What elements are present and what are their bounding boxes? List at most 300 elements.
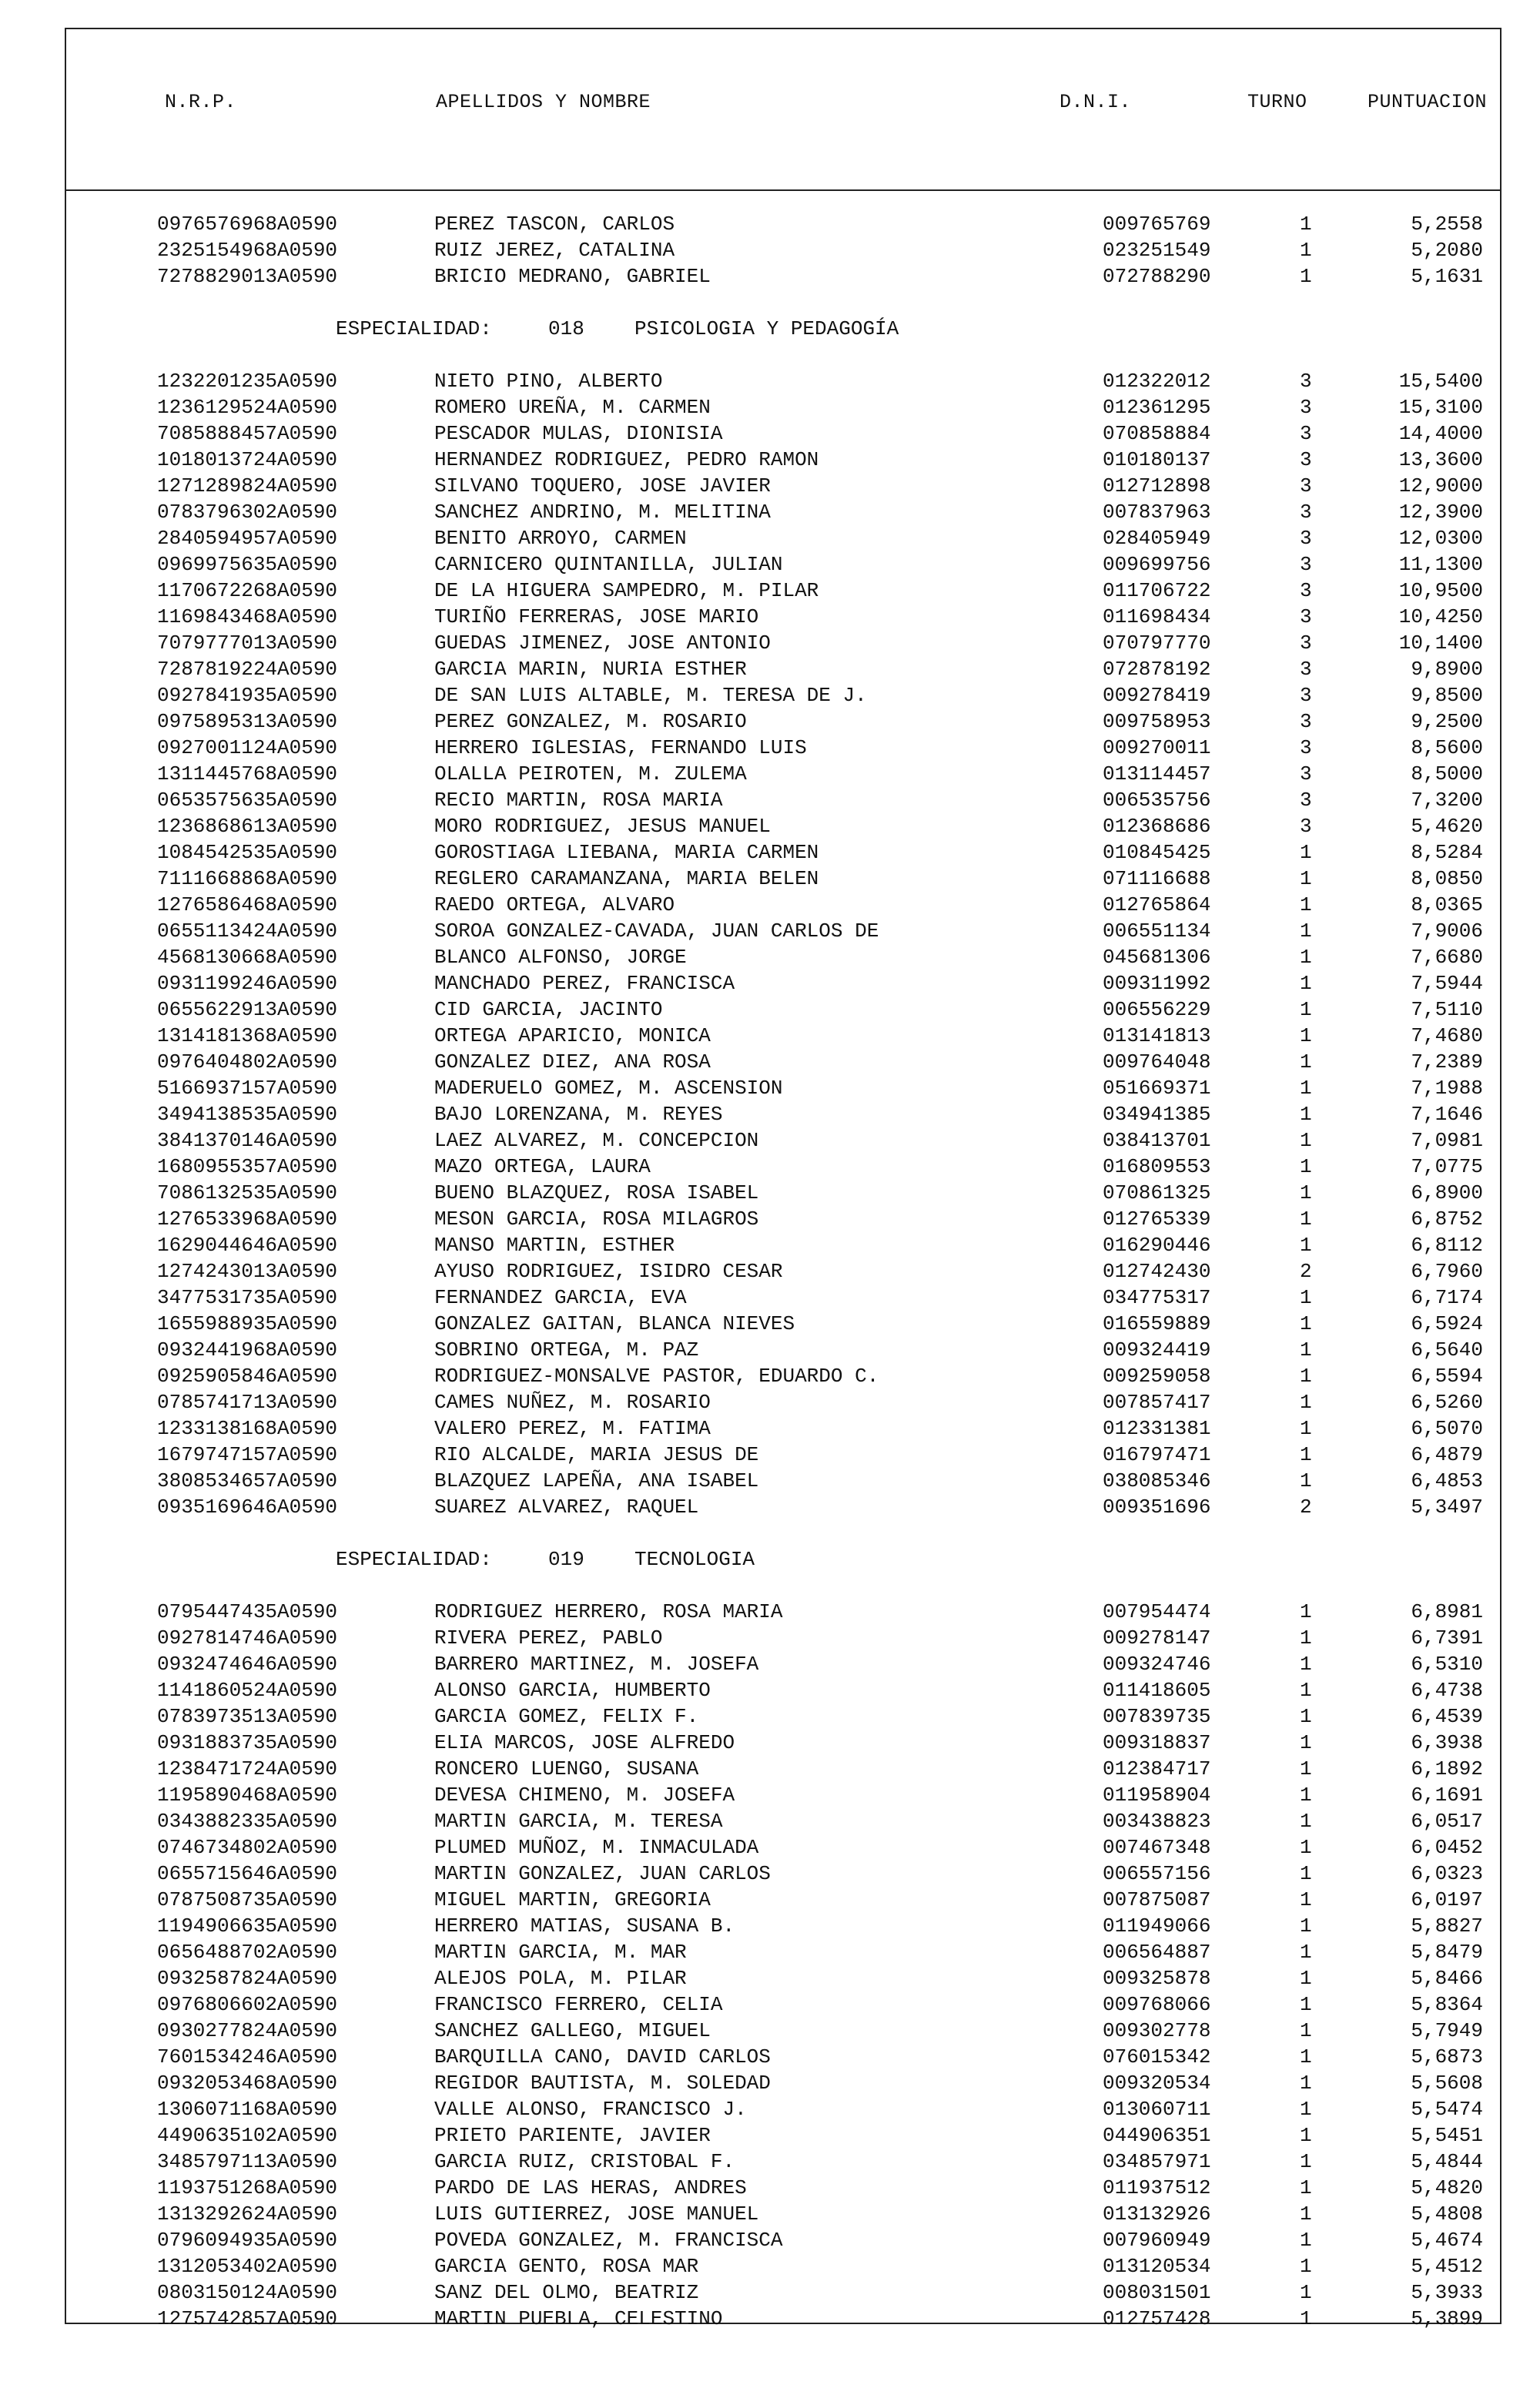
cell-name: PEREZ TASCON, CARLOS <box>434 213 675 236</box>
cell-dni: 006557156 <box>1103 1862 1211 1885</box>
cell-nrp: 0655622913A0590 <box>157 998 338 1021</box>
cell-turno: 1 <box>1300 998 1312 1021</box>
cell-puntuacion: 15,5400 <box>1398 370 1483 393</box>
table-row <box>66 658 1500 684</box>
cell-name: CID GARCIA, JACINTO <box>434 998 663 1021</box>
cell-turno: 1 <box>1300 2098 1312 2121</box>
cell-nrp: 0803150124A0590 <box>157 2281 338 2304</box>
cell-dni: 009278419 <box>1103 684 1211 707</box>
cell-name: POVEDA GONZALEZ, M. FRANCISCA <box>434 2229 783 2252</box>
cell-dni: 034775317 <box>1103 1286 1211 1309</box>
cell-turno: 1 <box>1300 1731 1312 1754</box>
cell-dni: 009764048 <box>1103 1050 1211 1074</box>
cell-dni: 009768066 <box>1103 1993 1211 2016</box>
cell-nrp: 0932053468A0590 <box>157 2072 338 2095</box>
cell-puntuacion: 6,7960 <box>1411 1260 1483 1283</box>
cell-nrp: 0930277824A0590 <box>157 2019 338 2042</box>
table-row <box>66 684 1500 710</box>
cell-puntuacion: 6,4539 <box>1411 1705 1483 1728</box>
cell-puntuacion: 5,2558 <box>1411 213 1483 236</box>
table-row <box>66 789 1500 815</box>
cell-puntuacion: 5,1631 <box>1411 265 1483 288</box>
document-frame <box>65 28 1502 2330</box>
cell-nrp: 1194906635A0590 <box>157 1914 338 1938</box>
cell-dni: 007857417 <box>1103 1391 1211 1414</box>
cell-turno: 1 <box>1300 1679 1312 1702</box>
cell-nrp: 1312053402A0590 <box>157 2255 338 2278</box>
cell-name: SANCHEZ GALLEGO, MIGUEL <box>434 2019 711 2042</box>
cell-turno: 1 <box>1300 1443 1312 1466</box>
cell-puntuacion: 6,8981 <box>1411 1600 1483 1623</box>
table-row <box>66 946 1500 972</box>
cell-turno: 1 <box>1300 1810 1312 1833</box>
table-row <box>66 1024 1500 1050</box>
cell-dni: 013141813 <box>1103 1024 1211 1047</box>
cell-puntuacion: 5,4512 <box>1411 2255 1483 2278</box>
cell-dni: 012384717 <box>1103 1757 1211 1780</box>
cell-puntuacion: 12,3900 <box>1398 501 1483 524</box>
cell-nrp: 1236129524A0590 <box>157 396 338 419</box>
cell-name: MARTIN PUEBLA, CELESTINO <box>434 2307 723 2330</box>
cell-turno: 1 <box>1300 1888 1312 1911</box>
cell-dni: 009324746 <box>1103 1653 1211 1676</box>
cell-dni: 051669371 <box>1103 1077 1211 1100</box>
table-row <box>66 710 1500 736</box>
cell-nrp: 0656488702A0590 <box>157 1941 338 1964</box>
cell-puntuacion: 7,1988 <box>1411 1077 1483 1100</box>
cell-puntuacion: 8,5600 <box>1411 736 1483 759</box>
cell-nrp: 1276533968A0590 <box>157 1208 338 1231</box>
header-dni: D.N.I. <box>1060 91 1132 113</box>
cell-puntuacion: 11,1300 <box>1398 553 1483 576</box>
cell-turno: 1 <box>1300 841 1312 864</box>
cell-puntuacion: 6,5640 <box>1411 1338 1483 1362</box>
cell-dni: 007875087 <box>1103 1888 1211 1911</box>
cell-dni: 007467348 <box>1103 1836 1211 1859</box>
cell-dni: 009259058 <box>1103 1365 1211 1388</box>
cell-dni: 007960949 <box>1103 2229 1211 2252</box>
cell-nrp: 2325154968A0590 <box>157 239 338 262</box>
table-row <box>66 1653 1500 1679</box>
cell-dni: 009351696 <box>1103 1496 1211 1519</box>
cell-puntuacion: 6,4853 <box>1411 1469 1483 1492</box>
cell-name: GARCIA GOMEZ, FELIX F. <box>434 1705 699 1728</box>
table-row <box>66 501 1500 527</box>
specialty-label: ESPECIALIDAD: <box>336 317 492 340</box>
cell-dni: 011698434 <box>1103 605 1211 628</box>
header-puntuacion: PUNTUACION <box>1368 91 1488 113</box>
cell-nrp: 7601534246A0590 <box>157 2045 338 2068</box>
cell-name: TURIÑO FERRERAS, JOSE MARIO <box>434 605 759 628</box>
cell-name: GOROSTIAGA LIEBANA, MARIA CARMEN <box>434 841 819 864</box>
cell-nrp: 1311445768A0590 <box>157 762 338 785</box>
cell-turno: 1 <box>1300 1469 1312 1492</box>
cell-dni: 012712898 <box>1103 474 1211 497</box>
cell-turno: 3 <box>1300 527 1312 550</box>
cell-name: ELIA MARCOS, JOSE ALFREDO <box>434 1731 735 1754</box>
specialty-label: ESPECIALIDAD: <box>336 1548 492 1571</box>
cell-dni: 009699756 <box>1103 553 1211 576</box>
table-row <box>66 919 1500 946</box>
cell-puntuacion: 6,0323 <box>1411 1862 1483 1885</box>
cell-dni: 012361295 <box>1103 396 1211 419</box>
cell-turno: 1 <box>1300 2019 1312 2042</box>
cell-dni: 012322012 <box>1103 370 1211 393</box>
cell-turno: 1 <box>1300 1050 1312 1074</box>
cell-name: HERNANDEZ RODRIGUEZ, PEDRO RAMON <box>434 448 819 471</box>
cell-puntuacion: 5,2080 <box>1411 239 1483 262</box>
cell-turno: 3 <box>1300 396 1312 419</box>
table-row <box>66 2176 1500 2202</box>
cell-puntuacion: 5,4620 <box>1411 815 1483 838</box>
cell-puntuacion: 5,8827 <box>1411 1914 1483 1938</box>
cell-turno: 1 <box>1300 1626 1312 1650</box>
cell-name: RODRIGUEZ HERRERO, ROSA MARIA <box>434 1600 783 1623</box>
cell-puntuacion: 5,4808 <box>1411 2202 1483 2226</box>
specialty-code: 019 <box>548 1548 584 1571</box>
cell-nrp: 3485797113A0590 <box>157 2150 338 2173</box>
cell-dni: 009318837 <box>1103 1731 1211 1754</box>
cell-turno: 1 <box>1300 1993 1312 2016</box>
cell-dni: 016797471 <box>1103 1443 1211 1466</box>
cell-puntuacion: 14,4000 <box>1398 422 1483 445</box>
table-row <box>66 1129 1500 1155</box>
cell-puntuacion: 10,4250 <box>1398 605 1483 628</box>
cell-name: MESON GARCIA, ROSA MILAGROS <box>434 1208 759 1231</box>
cell-turno: 1 <box>1300 1208 1312 1231</box>
cell-nrp: 0795447435A0590 <box>157 1600 338 1623</box>
cell-name: RAEDO ORTEGA, ALVARO <box>434 893 675 916</box>
cell-puntuacion: 5,3933 <box>1411 2281 1483 2304</box>
cell-turno: 1 <box>1300 2150 1312 2173</box>
cell-name: ALEJOS POLA, M. PILAR <box>434 1967 687 1990</box>
cell-nrp: 1275742857A0590 <box>157 2307 338 2330</box>
cell-turno: 1 <box>1300 239 1312 262</box>
cell-puntuacion: 6,8900 <box>1411 1181 1483 1204</box>
cell-name: REGIDOR BAUTISTA, M. SOLEDAD <box>434 2072 771 2095</box>
cell-name: MANSO MARTIN, ESTHER <box>434 1234 675 1257</box>
cell-name: PARDO DE LAS HERAS, ANDRES <box>434 2176 747 2199</box>
cell-puntuacion: 8,5284 <box>1411 841 1483 864</box>
specialty-title: TECNOLOGIA <box>634 1548 755 1571</box>
table-row <box>66 605 1500 631</box>
cell-turno: 1 <box>1300 919 1312 943</box>
table-row <box>66 239 1500 265</box>
cell-dni: 012757428 <box>1103 2307 1211 2330</box>
table-row <box>66 396 1500 422</box>
cell-turno: 1 <box>1300 893 1312 916</box>
cell-puntuacion: 7,5944 <box>1411 972 1483 995</box>
cell-puntuacion: 7,2389 <box>1411 1050 1483 1074</box>
cell-name: RIVERA PEREZ, PABLO <box>434 1626 663 1650</box>
table-row <box>66 1286 1500 1312</box>
cell-dni: 009325878 <box>1103 1967 1211 1990</box>
cell-dni: 076015342 <box>1103 2045 1211 2068</box>
cell-puntuacion: 12,9000 <box>1398 474 1483 497</box>
cell-nrp: 3841370146A0590 <box>157 1129 338 1152</box>
cell-dni: 038085346 <box>1103 1469 1211 1492</box>
table-row <box>66 370 1500 396</box>
cell-name: SANCHEZ ANDRINO, M. MELITINA <box>434 501 771 524</box>
cell-nrp: 1274243013A0590 <box>157 1260 338 1283</box>
table-row <box>66 1626 1500 1653</box>
cell-name: SILVANO TOQUERO, JOSE JAVIER <box>434 474 771 497</box>
cell-name: REGLERO CARAMANZANA, MARIA BELEN <box>434 867 819 890</box>
table-row <box>66 213 1500 239</box>
cell-dni: 072878192 <box>1103 658 1211 681</box>
cell-puntuacion: 7,3200 <box>1411 789 1483 812</box>
cell-dni: 006535756 <box>1103 789 1211 812</box>
cell-name: HERRERO MATIAS, SUSANA B. <box>434 1914 735 1938</box>
cell-nrp: 1141860524A0590 <box>157 1679 338 1702</box>
cell-puntuacion: 6,5070 <box>1411 1417 1483 1440</box>
cell-turno: 1 <box>1300 1417 1312 1440</box>
cell-puntuacion: 6,5260 <box>1411 1391 1483 1414</box>
cell-nrp: 0932587824A0590 <box>157 1967 338 1990</box>
cell-dni: 009270011 <box>1103 736 1211 759</box>
header-turno: TURNO <box>1247 91 1307 113</box>
cell-puntuacion: 6,5924 <box>1411 1312 1483 1335</box>
cell-puntuacion: 5,8364 <box>1411 1993 1483 2016</box>
cell-turno: 3 <box>1300 605 1312 628</box>
cell-puntuacion: 9,8500 <box>1411 684 1483 707</box>
specialty-title: PSICOLOGIA Y PEDAGOGÍA <box>634 317 899 340</box>
cell-name: SOROA GONZALEZ-CAVADA, JUAN CARLOS DE <box>434 919 879 943</box>
cell-dni: 009302778 <box>1103 2019 1211 2042</box>
table-row <box>66 1836 1500 1862</box>
cell-dni: 012742430 <box>1103 1260 1211 1283</box>
cell-nrp: 1169843468A0590 <box>157 605 338 628</box>
cell-puntuacion: 15,3100 <box>1398 396 1483 419</box>
cell-turno: 3 <box>1300 553 1312 576</box>
table-row <box>66 893 1500 919</box>
cell-dni: 072788290 <box>1103 265 1211 288</box>
table-row <box>66 1600 1500 1626</box>
cell-puntuacion: 6,0452 <box>1411 1836 1483 1859</box>
cell-puntuacion: 6,5594 <box>1411 1365 1483 1388</box>
cell-nrp: 0653575635A0590 <box>157 789 338 812</box>
table-header <box>66 29 1500 191</box>
cell-puntuacion: 5,5451 <box>1411 2124 1483 2147</box>
cell-dni: 016559889 <box>1103 1312 1211 1335</box>
cell-nrp: 0746734802A0590 <box>157 1836 338 1859</box>
cell-nrp: 1276586468A0590 <box>157 893 338 916</box>
cell-name: DEVESA CHIMENO, M. JOSEFA <box>434 1784 735 1807</box>
cell-puntuacion: 6,4879 <box>1411 1443 1483 1466</box>
cell-turno: 1 <box>1300 2229 1312 2252</box>
cell-dni: 045681306 <box>1103 946 1211 969</box>
cell-dni: 028405949 <box>1103 527 1211 550</box>
cell-name: SUAREZ ALVAREZ, RAQUEL <box>434 1496 699 1519</box>
cell-nrp: 4490635102A0590 <box>157 2124 338 2147</box>
table-row <box>66 2019 1500 2045</box>
cell-turno: 3 <box>1300 422 1312 445</box>
cell-puntuacion: 13,3600 <box>1398 448 1483 471</box>
cell-name: FRANCISCO FERRERO, CELIA <box>434 1993 723 2016</box>
cell-turno: 1 <box>1300 1784 1312 1807</box>
cell-dni: 007839735 <box>1103 1705 1211 1728</box>
cell-puntuacion: 8,0850 <box>1411 867 1483 890</box>
cell-turno: 3 <box>1300 448 1312 471</box>
table-row <box>66 2098 1500 2124</box>
table-row <box>66 474 1500 501</box>
cell-name: GONZALEZ DIEZ, ANA ROSA <box>434 1050 711 1074</box>
table-row <box>66 1941 1500 1967</box>
cell-puntuacion: 7,1646 <box>1411 1103 1483 1126</box>
cell-nrp: 1655988935A0590 <box>157 1312 338 1335</box>
cell-nrp: 0655715646A0590 <box>157 1862 338 1885</box>
cell-turno: 3 <box>1300 370 1312 393</box>
cell-dni: 011937512 <box>1103 2176 1211 2199</box>
cell-name: LUIS GUTIERREZ, JOSE MANUEL <box>434 2202 759 2226</box>
cell-name: HERRERO IGLESIAS, FERNANDO LUIS <box>434 736 807 759</box>
cell-puntuacion: 7,0775 <box>1411 1155 1483 1178</box>
cell-dni: 008031501 <box>1103 2281 1211 2304</box>
cell-nrp: 3808534657A0590 <box>157 1469 338 1492</box>
cell-nrp: 0925905846A0590 <box>157 1365 338 1388</box>
cell-dni: 009311992 <box>1103 972 1211 995</box>
cell-puntuacion: 7,6680 <box>1411 946 1483 969</box>
cell-turno: 1 <box>1300 1365 1312 1388</box>
cell-dni: 009765769 <box>1103 213 1211 236</box>
cell-puntuacion: 5,6873 <box>1411 2045 1483 2068</box>
table-row <box>66 867 1500 893</box>
table-row <box>66 1469 1500 1496</box>
cell-dni: 070797770 <box>1103 631 1211 655</box>
table-row <box>66 1260 1500 1286</box>
table-row <box>66 972 1500 998</box>
cell-turno: 3 <box>1300 736 1312 759</box>
cell-name: PRIETO PARIENTE, JAVIER <box>434 2124 711 2147</box>
cell-nrp: 0969975635A0590 <box>157 553 338 576</box>
table-row <box>66 1993 1500 2019</box>
cell-turno: 1 <box>1300 1653 1312 1676</box>
cell-dni: 010845425 <box>1103 841 1211 864</box>
cell-dni: 013114457 <box>1103 762 1211 785</box>
cell-dni: 016809553 <box>1103 1155 1211 1178</box>
table-row <box>66 1181 1500 1208</box>
cell-name: BLAZQUEZ LAPEÑA, ANA ISABEL <box>434 1469 759 1492</box>
cell-name: NIETO PINO, ALBERTO <box>434 370 663 393</box>
cell-turno: 1 <box>1300 1600 1312 1623</box>
cell-puntuacion: 5,8479 <box>1411 1941 1483 1964</box>
cell-nrp: 0976806602A0590 <box>157 1993 338 2016</box>
cell-puntuacion: 5,5608 <box>1411 2072 1483 2095</box>
table-row <box>66 1679 1500 1705</box>
cell-nrp: 1238471724A0590 <box>157 1757 338 1780</box>
cell-dni: 013060711 <box>1103 2098 1211 2121</box>
cell-nrp: 0787508735A0590 <box>157 1888 338 1911</box>
cell-name: CARNICERO QUINTANILLA, JULIAN <box>434 553 783 576</box>
table-row <box>66 1338 1500 1365</box>
cell-dni: 011706722 <box>1103 579 1211 602</box>
cell-dni: 007954474 <box>1103 1600 1211 1623</box>
cell-nrp: 3494138535A0590 <box>157 1103 338 1126</box>
cell-puntuacion: 8,0365 <box>1411 893 1483 916</box>
cell-nrp: 0783796302A0590 <box>157 501 338 524</box>
table-row <box>66 2045 1500 2072</box>
table-row <box>66 1443 1500 1469</box>
cell-turno: 1 <box>1300 2124 1312 2147</box>
cell-name: VALLE ALONSO, FRANCISCO J. <box>434 2098 747 2121</box>
cell-dni: 009320534 <box>1103 2072 1211 2095</box>
cell-name: LAEZ ALVAREZ, M. CONCEPCION <box>434 1129 759 1152</box>
cell-turno: 1 <box>1300 1024 1312 1047</box>
table-row <box>66 1077 1500 1103</box>
cell-nrp: 0975895313A0590 <box>157 710 338 733</box>
table-row <box>66 1365 1500 1391</box>
cell-turno: 3 <box>1300 684 1312 707</box>
cell-turno: 1 <box>1300 213 1312 236</box>
cell-nrp: 0927814746A0590 <box>157 1626 338 1650</box>
table-row <box>66 1496 1500 1522</box>
cell-nrp: 0931199246A0590 <box>157 972 338 995</box>
cell-puntuacion: 6,0197 <box>1411 1888 1483 1911</box>
table-row <box>66 2072 1500 2098</box>
cell-puntuacion: 6,3938 <box>1411 1731 1483 1754</box>
cell-turno: 1 <box>1300 2072 1312 2095</box>
cell-puntuacion: 6,8752 <box>1411 1208 1483 1231</box>
cell-dni: 034941385 <box>1103 1103 1211 1126</box>
cell-name: MARTIN GARCIA, M. TERESA <box>434 1810 723 1833</box>
cell-nrp: 7079777013A0590 <box>157 631 338 655</box>
cell-turno: 1 <box>1300 1914 1312 1938</box>
table-row <box>66 1810 1500 1836</box>
cell-dni: 013132926 <box>1103 2202 1211 2226</box>
table-row <box>66 553 1500 579</box>
header-nrp: N.R.P. <box>165 91 237 113</box>
cell-name: PESCADOR MULAS, DIONISIA <box>434 422 723 445</box>
cell-turno: 2 <box>1300 1260 1312 1283</box>
cell-dni: 009324419 <box>1103 1338 1211 1362</box>
table-row <box>66 1967 1500 1993</box>
cell-nrp: 7278829013A0590 <box>157 265 338 288</box>
cell-nrp: 3477531735A0590 <box>157 1286 338 1309</box>
cell-turno: 3 <box>1300 789 1312 812</box>
cell-dni: 011418605 <box>1103 1679 1211 1702</box>
table-row <box>66 841 1500 867</box>
cell-nrp: 0976576968A0590 <box>157 213 338 236</box>
table-row <box>66 1417 1500 1443</box>
cell-name: SANZ DEL OLMO, BEATRIZ <box>434 2281 699 2304</box>
table-row <box>66 631 1500 658</box>
cell-turno: 3 <box>1300 631 1312 655</box>
cell-turno: 1 <box>1300 2045 1312 2068</box>
cell-turno: 1 <box>1300 1155 1312 1178</box>
table-row <box>66 1862 1500 1888</box>
cell-turno: 1 <box>1300 2255 1312 2278</box>
table-row <box>66 1731 1500 1757</box>
cell-turno: 1 <box>1300 972 1312 995</box>
cell-name: RECIO MARTIN, ROSA MARIA <box>434 789 723 812</box>
cell-turno: 1 <box>1300 1338 1312 1362</box>
table-row <box>66 815 1500 841</box>
table-row <box>66 736 1500 762</box>
table-row <box>66 1391 1500 1417</box>
cell-turno: 3 <box>1300 815 1312 838</box>
cell-puntuacion: 9,8900 <box>1411 658 1483 681</box>
cell-nrp: 1018013724A0590 <box>157 448 338 471</box>
cell-nrp: 0932441968A0590 <box>157 1338 338 1362</box>
table-row <box>66 2202 1500 2229</box>
cell-turno: 1 <box>1300 946 1312 969</box>
cell-dni: 006564887 <box>1103 1941 1211 1964</box>
cell-puntuacion: 5,5474 <box>1411 2098 1483 2121</box>
cell-nrp: 0655113424A0590 <box>157 919 338 943</box>
cell-name: RODRIGUEZ-MONSALVE PASTOR, EDUARDO C. <box>434 1365 879 1388</box>
cell-turno: 3 <box>1300 762 1312 785</box>
cell-dni: 011958904 <box>1103 1784 1211 1807</box>
